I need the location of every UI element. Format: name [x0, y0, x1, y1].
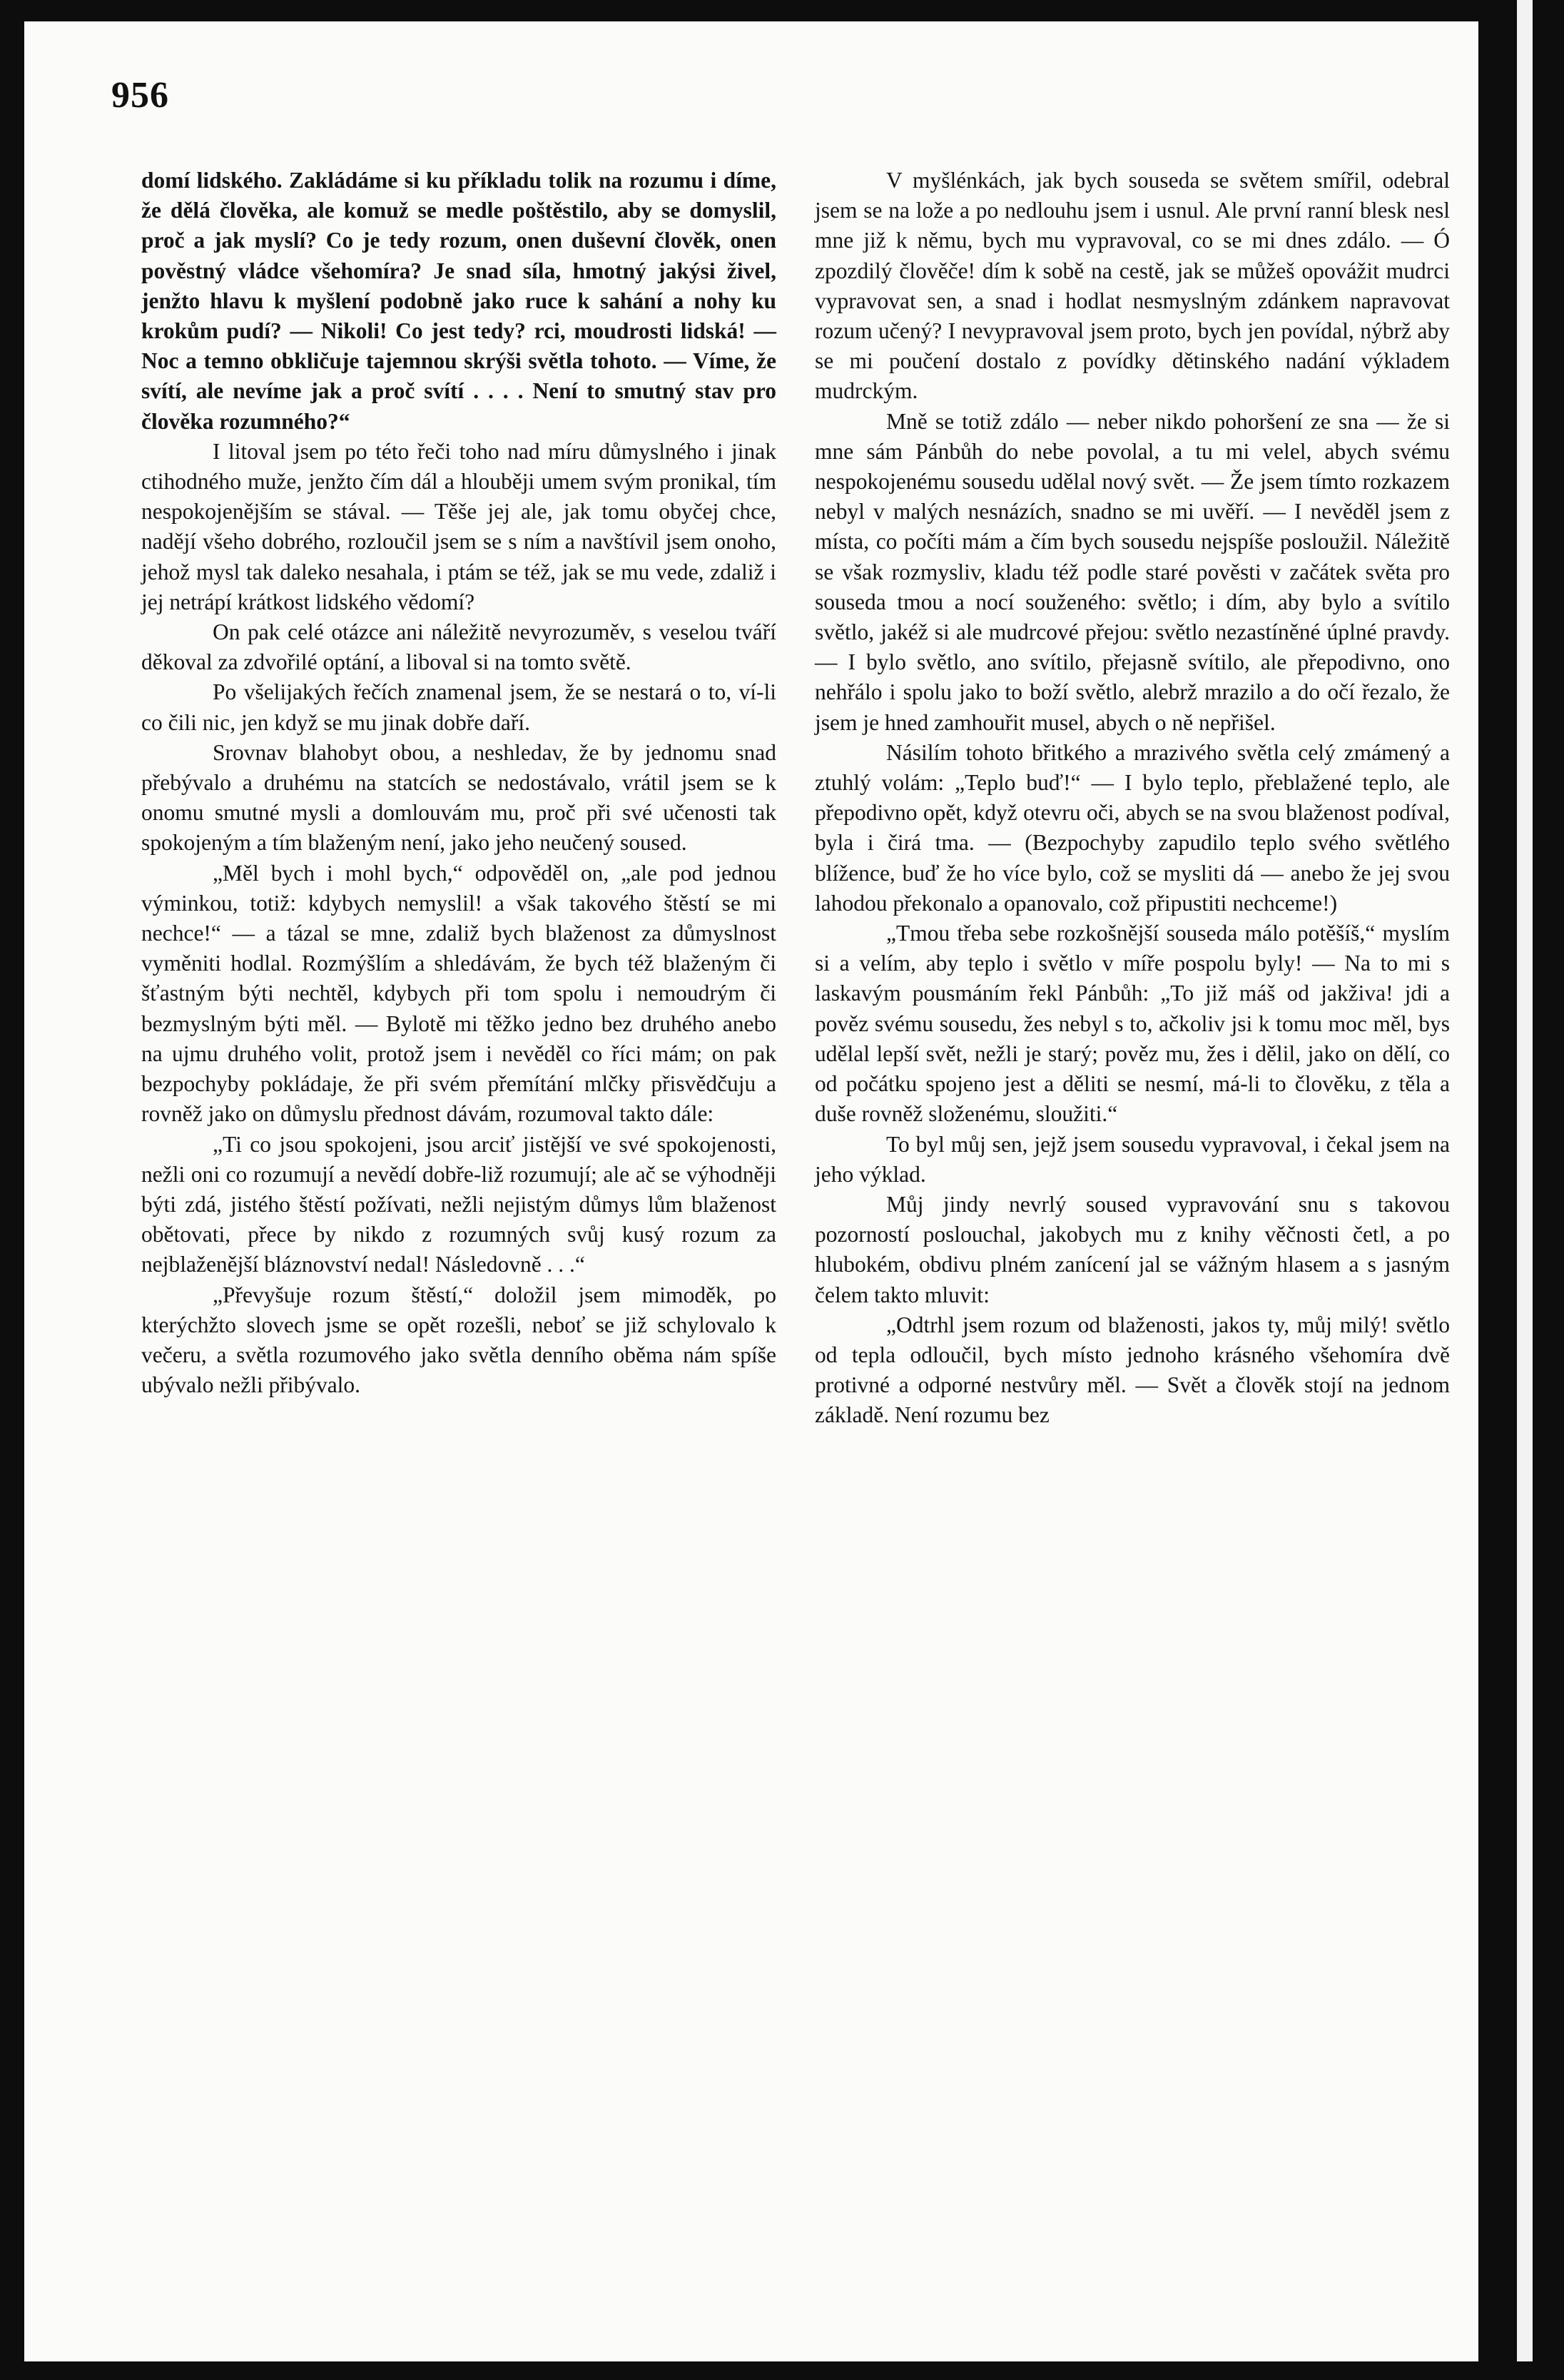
left-paragraph-7: „Ti co jsou spokojeni, jsou arciť jistější ve své spokojenosti, nežli oni co rozumují a nevědí dobře-liž rozumují; ale ač se výhodněji býti zdá, jistého štěstí požívati, nežli nejistým důmys lům blaženost obětovati, přece by nikdo z rozumných svůj kusý rozum za nejblaženější bláznovství nedal! Následovně . . .“	[141, 1131, 776, 1277]
scan-border-bottom	[0, 2361, 1564, 2380]
scan-border-left	[0, 0, 24, 2380]
right-paragraph-3: Násilím tohoto břitkého a mrazivého světla celý zmámený a ztuhlý volám: „Teplo buď!“ — I bylo teplo, přeblažené teplo, ale přepodivno opět, když otevru oči, abych se na svou blaženost podíval, byla i čirá tma. — (Bezpochyby zapudilo teplo svého světlého blížence, buď že ho více bylo, což se mysliti dá — anebo že jej svou lahodou překonalo a opanovalo, což připustiti nechceme!)	[815, 739, 1450, 916]
left-paragraph-1: domí lidského. Zakládáme si ku příkladu tolik na rozumu i díme, že dělá člověka, ale komuž se medle poštěstilo, aby se domyslil, proč a jak myslí? Co je tedy rozum, onen duševní člověk, onen pověstný vládce všehomíra? Je snad síla, hmotný jakýsi živel, jenžto hlavu k myšlení podobně jako ruce k sahání a nohy ku krokům pudí? — Nikoli! Co jest tedy? rci, moudrosti lidská! — Noc a temno obkličuje tajemnou skrýši světla tohoto. — Víme, že svítí, ale nevíme jak a proč svítí . . . . Není to smutný stav pro člověka rozumného?“	[141, 168, 776, 434]
right-paragraph-1: V myšlénkách, jak bych souseda se světem smířil, odebral jsem se na lože a po nedlouhu jsem i usnul. Ale první ranní blesk nesl mne již k němu, bych mu vypravoval, co se mi dnes zdálo. — Ó zpozdilý člověče! dím k sobě na cestě, jak se můžeš opovážit mudrci vypravovat sen, a snad i hodlat nesmyslným zdánkem napravovat rozum učený? I nevypravoval jsem proto, bych jen povídal, nýbrž aby se mi poučení dostalo z povídky dětinského nadání výkladem mudrckým.	[815, 168, 1450, 404]
right-paragraph-6: Můj jindy nevrlý soused vypravování snu s takovou pozorností poslouchal, jakobych mu z knihy věčnosti četl, a po hlubokém, obdivu plném zanícení jal se vážným hlasem a s jasným čelem takto mluvit:	[815, 1191, 1450, 1307]
next-page-edge	[1517, 0, 1533, 2380]
left-paragraph-3: On pak celé otázce ani náležitě nevyrozuměv, s veselou tváří děkoval za zdvořilé optání, a liboval si na tomto světě.	[141, 619, 776, 675]
right-paragraph-2: Mně se totiž zdálo — neber nikdo pohoršení ze sna — že si mne sám Pánbůh do nebe povolal, a tu mi velel, abych svému nespokojenému sousedu udělal nový svět. — Že jsem tímto rozkazem nebyl v malých nesnázích, snadno se mi uvěří. — I nevěděl jsem z místa, co počíti mám a čím bych sousedu nejspíše posloužil. Náležitě se však rozmysliv, kladu též podle staré pověsti v začátek světa pro souseda tmou a nocí souženého: světlo; i dím, aby bylo a svítilo světlo, jakéž si ale mudrcové přejou: světlo nezastíněné úplné pravdy. — I bylo světlo, ano svítilo, přejasně svítilo, ale přepodivno, ono nehřálo i spolu jako to boží světlo, alebrž mrazilo a do očí řezalo, že jsem je hned zamhouřit musel, abych o ně nepřišel.	[815, 408, 1450, 735]
right-column	[815, 166, 1450, 1431]
right-paragraph-7: „Odtrhl jsem rozum od blaženosti, jakos ty, můj milý! světlo od tepla odloučil, bych místo jednoho krásného všehomíra dvě protivné a odporné nestvůry měl. — Svět a člověk stojí na jednom základě. Není rozumu bez	[815, 1312, 1450, 1428]
left-paragraph-8: „Převyšuje rozum štěstí,“ doložil jsem mimoděk, po kterýchžto slovech jsme se opět rozešli, neboť se již schylovalo k večeru, a světla rozumového jako světla denního oběma nám spíše ubývalo nežli přibývalo.	[141, 1282, 776, 1398]
left-paragraph-6: „Měl bych i mohl bych,“ odpověděl on, „ale pod jednou výminkou, totiž: kdybych nemyslil! a však takového štěstí se mi nechce!“ — a tázal se mne, zdaliž bych blaženost za důmyslnost vyměniti hodlal. Rozmýšlím a shledávám, že bych též blaženým či šťastným býti nechtěl, kdybych při tom spolu i nemoudrým či bezmyslným býti měl. — Bylotě mi těžko jedno bez druhého anebo na ujmu druhého volit, protož jsem i nevěděl co říci mám; on pak bezpochyby pokládaje, že při svém přemítání mlčky přisvědčuju a rovněž jako on důmyslu přednost dávám, rozumoval takto dále:	[141, 860, 776, 1127]
right-paragraph-4: „Tmou třeba sebe rozkošnější souseda málo potěšíš,“ myslím si a velím, aby teplo i světlo v míře pospolu byly! — Na to mi s laskavým pousmáním řekl Pánbůh: „To již máš od jakživa! jdi a pověz svému sousedu, žes nebyl s to, ačkoliv jsi k tomu moc měl, bys udělal lepší svět, nežli je starý; pověz mu, žes i dělil, jako on dělí, co od počátku spojeno jest a děliti se nesmí, má-li to člověku, z těla a duše rovněž složenému, sloužiti.“	[815, 921, 1450, 1127]
left-paragraph-2: I litoval jsem po této řeči toho nad míru důmyslného i jinak ctihodného muže, jenžto čím dál a hlouběji umem svým pronikal, tím nespokojenějším se stával. — Těše jej ale, jak tomu obyčej chce, nadějí všeho dobrého, rozloučil jsem se s ním a navštívil jsem onoho, jehož mysl tak daleko nesahala, i ptám se též, jak se mu vede, zdaliž i jej netrápí krátkost lidského vědomí?	[141, 438, 776, 614]
right-paragraph-5: To byl můj sen, jejž jsem sousedu vypravoval, i čekal jsem na jeho výklad.	[815, 1131, 1450, 1187]
page-number: 956	[111, 75, 169, 116]
left-column	[141, 166, 776, 1400]
scan-border-top	[0, 0, 1564, 21]
left-paragraph-4: Po všelijakých řečích znamenal jsem, že se nestará o to, ví-li co čili nic, jen když se mu jinak dobře daří.	[141, 679, 776, 735]
left-paragraph-5: Srovnav blahobyt obou, a neshledav, že by jednomu snad přebývalo a druhému na statcích se nedostávalo, vrátil jsem se k onomu smutné mysli a domlouvám mu, proč při své učenosti tak spokojeným a tím blaženým není, jako jeho neučený soused.	[141, 739, 776, 856]
